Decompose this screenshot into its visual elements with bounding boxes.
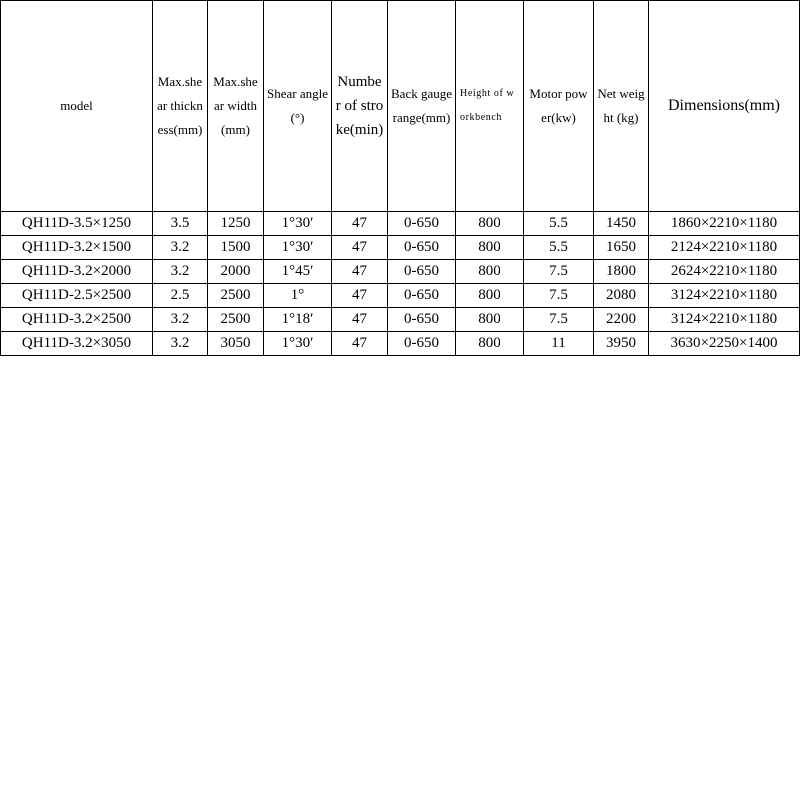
cell-dimensions: 3124×2210×1180 — [649, 308, 800, 332]
cell-shear-angle: 1° — [264, 284, 332, 308]
cell-max-shear-thickness: 3.2 — [153, 236, 208, 260]
cell-shear-angle: 1°45′ — [264, 260, 332, 284]
cell-dimensions: 3630×2250×1400 — [649, 332, 800, 356]
table-row — [1, 236, 800, 260]
cell-shear-angle: 1°30′ — [264, 332, 332, 356]
cell-height-of-workbench: 800 — [456, 236, 524, 260]
table-row — [1, 332, 800, 356]
cell-dimensions: 1860×2210×1180 — [649, 212, 800, 236]
cell-motor-power: 11 — [524, 332, 594, 356]
header-shear-angle: Shear angle(°) — [264, 1, 332, 212]
cell-shear-angle: 1°30′ — [264, 236, 332, 260]
cell-model: QH11D-3.2×1500 — [1, 236, 153, 260]
cell-number-of-stroke: 47 — [332, 236, 388, 260]
cell-net-weight: 1650 — [594, 236, 649, 260]
cell-model: QH11D-3.2×3050 — [1, 332, 153, 356]
cell-dimensions: 2624×2210×1180 — [649, 260, 800, 284]
cell-back-gauge-range: 0-650 — [388, 284, 456, 308]
cell-max-shear-width: 2500 — [208, 308, 264, 332]
cell-max-shear-width: 3050 — [208, 332, 264, 356]
cell-max-shear-width: 2000 — [208, 260, 264, 284]
cell-model: QH11D-2.5×2500 — [1, 284, 153, 308]
table-row — [1, 212, 800, 236]
cell-height-of-workbench: 800 — [456, 212, 524, 236]
cell-back-gauge-range: 0-650 — [388, 260, 456, 284]
cell-net-weight: 1800 — [594, 260, 649, 284]
cell-dimensions: 2124×2210×1180 — [649, 236, 800, 260]
header-number-of-stroke: Number of stroke(min) — [332, 1, 388, 212]
cell-number-of-stroke: 47 — [332, 260, 388, 284]
cell-model: QH11D-3.2×2500 — [1, 308, 153, 332]
cell-net-weight: 3950 — [594, 332, 649, 356]
header-height-of-workbench: Height of workbench — [456, 1, 524, 212]
cell-max-shear-thickness: 3.5 — [153, 212, 208, 236]
cell-max-shear-width: 1250 — [208, 212, 264, 236]
table-row — [1, 284, 800, 308]
cell-dimensions: 3124×2210×1180 — [649, 284, 800, 308]
cell-max-shear-thickness: 2.5 — [153, 284, 208, 308]
cell-height-of-workbench: 800 — [456, 284, 524, 308]
cell-max-shear-width: 1500 — [208, 236, 264, 260]
cell-motor-power: 5.5 — [524, 212, 594, 236]
cell-height-of-workbench: 800 — [456, 260, 524, 284]
header-max-shear-thickness: Max.shear thickness(mm) — [153, 1, 208, 212]
cell-max-shear-width: 2500 — [208, 284, 264, 308]
header-model: model — [1, 1, 153, 212]
table-row — [1, 260, 800, 284]
cell-model: QH11D-3.2×2000 — [1, 260, 153, 284]
cell-shear-angle: 1°18′ — [264, 308, 332, 332]
cell-number-of-stroke: 47 — [332, 212, 388, 236]
spec-table — [0, 0, 800, 356]
cell-back-gauge-range: 0-650 — [388, 212, 456, 236]
header-net-weight: Net weight (kg) — [594, 1, 649, 212]
header-back-gauge-range: Back gauge range(mm) — [388, 1, 456, 212]
cell-height-of-workbench: 800 — [456, 332, 524, 356]
cell-net-weight: 2080 — [594, 284, 649, 308]
cell-max-shear-thickness: 3.2 — [153, 332, 208, 356]
cell-back-gauge-range: 0-650 — [388, 308, 456, 332]
cell-back-gauge-range: 0-650 — [388, 332, 456, 356]
cell-height-of-workbench: 800 — [456, 308, 524, 332]
table-row — [1, 308, 800, 332]
cell-motor-power: 5.5 — [524, 236, 594, 260]
cell-number-of-stroke: 47 — [332, 308, 388, 332]
header-max-shear-width: Max.shear width(mm) — [208, 1, 264, 212]
cell-number-of-stroke: 47 — [332, 332, 388, 356]
cell-net-weight: 1450 — [594, 212, 649, 236]
cell-motor-power: 7.5 — [524, 284, 594, 308]
cell-motor-power: 7.5 — [524, 260, 594, 284]
table-body — [1, 212, 800, 356]
cell-max-shear-thickness: 3.2 — [153, 260, 208, 284]
cell-number-of-stroke: 47 — [332, 284, 388, 308]
header-motor-power: Motor power(kw) — [524, 1, 594, 212]
header-row — [1, 1, 800, 212]
cell-back-gauge-range: 0-650 — [388, 236, 456, 260]
cell-shear-angle: 1°30′ — [264, 212, 332, 236]
cell-net-weight: 2200 — [594, 308, 649, 332]
cell-model: QH11D-3.5×1250 — [1, 212, 153, 236]
header-dimensions: Dimensions(mm) — [649, 1, 800, 212]
cell-max-shear-thickness: 3.2 — [153, 308, 208, 332]
cell-motor-power: 7.5 — [524, 308, 594, 332]
